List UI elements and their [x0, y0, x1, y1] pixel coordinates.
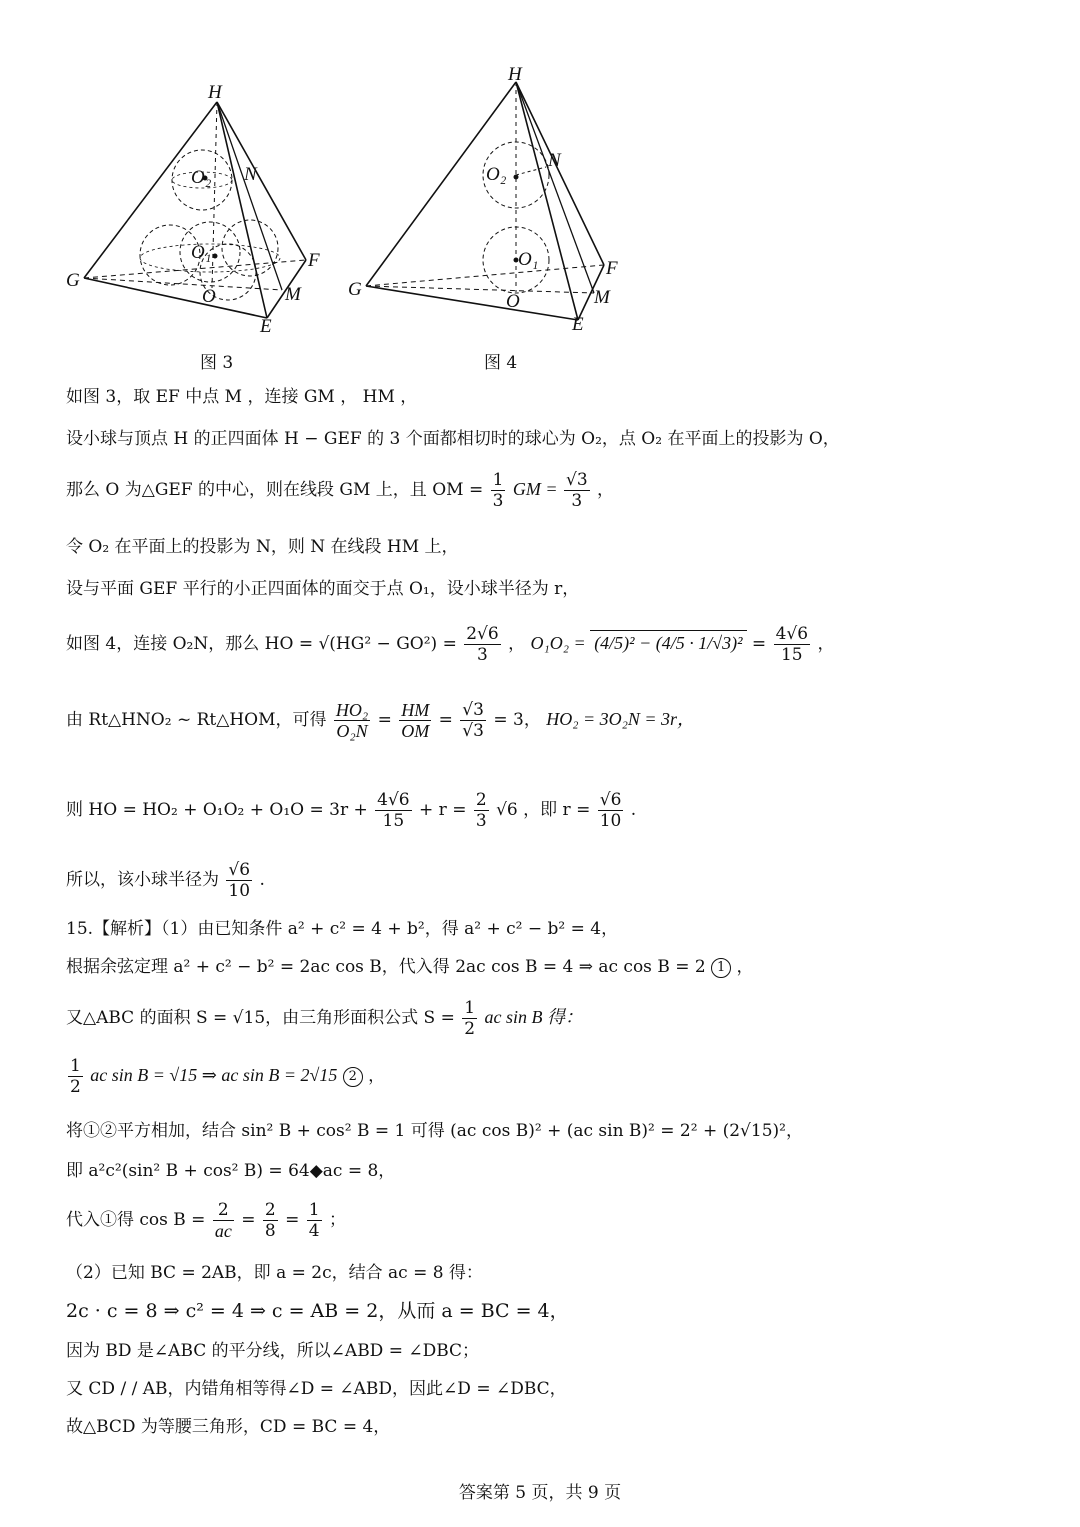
problem-15-line-9: 2c · c = 8 ⇒ c² = 4 ⇒ c = AB = 2，从而 a = BC = 4， — [66, 1300, 569, 1322]
fraction-1-3: $\frac{1}{3}$ — [492, 470, 504, 511]
fig4-label-F: F — [606, 258, 618, 279]
fraction-o1o2: $\frac{4√6}{15}$ — [775, 624, 809, 665]
figure-4-diagram — [340, 60, 640, 340]
fig4-label-G: G — [348, 279, 362, 300]
solution-line-1: 如图 3，取 EF 中点 M ，连接 GM ， HM ， — [66, 387, 418, 407]
fraction-hm-om: $\frac{HM}{OM}$ — [401, 700, 430, 741]
problem-15-line-12: 故△BCD 为等腰三角形，CD = BC = 4， — [66, 1417, 391, 1437]
fig4-label-O2: O₂ — [486, 164, 507, 185]
solution-line-8: 则 HO = HO₂ + O₁O₂ + O₁O = 3r + $\frac{4√6}{15}$ + r = $\frac{2}{3}$ √6 ，即 r = $\frac{√6}{10}$ . — [66, 790, 637, 831]
problem-15-line-4: $\frac{1}{2}$ ac sin B = √15 ⇒ ac sin B = 2√15 2 ， — [70, 1056, 386, 1097]
problem-15-line-11: 又 CD / / AB，内错角相等得∠D = ∠ABD，因此∠D = ∠DBC， — [66, 1379, 567, 1399]
fig3-label-F: F — [308, 250, 320, 271]
problem-15-line-7: 代入①得 cos B = $\frac{2}{ac}$ = $\frac{2}{8}$ = $\frac{1}{4}$ ； — [66, 1200, 347, 1241]
solution-line-9: 所以，该小球半径为 $\frac{√6}{10}$ . — [66, 860, 265, 901]
fig3-label-E: E — [260, 316, 272, 337]
solution-line-4: 令 O₂ 在平面上的投影为 N，则 N 在线段 HM 上， — [66, 537, 459, 557]
fraction-sqrt3-3: $\frac{√3}{3}$ — [565, 470, 588, 511]
circle-2-marker: 2 — [343, 1067, 363, 1087]
fig3-label-H: H — [208, 82, 222, 103]
solution-line-2: 设小球与顶点 H 的正四面体 H − GEF 的 3 个面都相切时的球心为 O₂，点 O₂ 在平面上的投影为 O， — [66, 429, 840, 449]
solution-line-6: 如图 4，连接 O₂N，那么 HO = √(HG² − GO²) = $\frac{2√6}{3}$ ， O₁O₂ = (4/5)² − (4/5 · 1/√3)² = $\frac{4√6}{15}$ ， — [66, 624, 835, 665]
fig4-label-E: E — [572, 314, 584, 335]
figure-3-diagram — [60, 80, 350, 340]
solution-line-5: 设与平面 GEF 平行的小正四面体的面交于点 O₁，设小球半径为 r， — [66, 579, 580, 599]
fraction-sqrt6-10: $\frac{√6}{10}$ — [599, 790, 622, 831]
fraction-4sqrt6-15: $\frac{4√6}{15}$ — [377, 790, 410, 831]
fig4-label-N: N — [548, 150, 561, 171]
problem-15-line-6: 即 a²c²(sin² B + cos² B) = 64◆ac = 8， — [66, 1161, 396, 1181]
solution-line-3: 那么 O 为△GEF 的中心，则在线段 GM 上，且 OM = $\frac{1}{3}$ GM = $\frac{√3}{3}$ ， — [66, 470, 615, 511]
fraction-ho: $\frac{2√6}{3}$ — [466, 624, 499, 665]
figure-3-caption: 图 3 — [200, 353, 234, 373]
fraction-half-a: $\frac{1}{2}$ — [464, 998, 476, 1039]
o1o2-radical: (4/5)² − (4/5 · 1/√3)² — [590, 630, 746, 655]
figure-4 — [340, 60, 640, 340]
fraction-half-b: $\frac{1}{2}$ — [70, 1056, 81, 1097]
circle-1-marker: 1 — [711, 958, 731, 978]
figure-4-caption: 图 4 — [484, 353, 518, 373]
fraction-radius: $\frac{√6}{10}$ — [228, 860, 251, 901]
problem-15-line-10: 因为 BD 是∠ABC 的平分线，所以∠ABD = ∠DBC； — [66, 1341, 480, 1361]
solution-line-7: 由 Rt△HNO₂ ~ Rt△HOM，可得 $\frac{\text{HO₂}}{\text{O₂N}}$ = $\frac{HM}{OM}$ = $\frac{√3}{√3}$ = 3， HO₂ = 3O₂N = 3r， — [66, 700, 696, 741]
fig4-label-H: H — [508, 64, 522, 85]
fig3-label-G: G — [66, 270, 80, 291]
problem-15-line-5: 将①②平方相加，结合 sin² B + cos² B = 1 可得 (ac cos B)² + (ac sin B)² = 2² + (2√15)²， — [66, 1121, 803, 1141]
fig3-label-O: O — [202, 286, 216, 307]
fraction-2-3: $\frac{2}{3}$ — [475, 790, 487, 831]
fig3-label-M: M — [285, 284, 301, 305]
fig4-label-M: M — [594, 287, 610, 308]
line3-text: 那么 O 为△GEF 的中心，则在线段 GM 上，且 OM = — [66, 480, 489, 500]
fraction-ho2-o2n: $\frac{\text{HO₂}}{\text{O₂N}}$ — [335, 700, 369, 741]
fraction-2-8: $\frac{2}{8}$ — [264, 1200, 276, 1241]
fig3-label-O1: O₁ — [191, 242, 212, 263]
problem-15-line-1: 15.【解析】（1）由已知条件 a² + c² = 4 + b²，得 a² + c² − b² = 4， — [66, 919, 619, 939]
fraction-2-ac: $\frac{2}{ac}$ — [214, 1200, 232, 1241]
page-footer: 答案第 5 页，共 9 页 — [458, 1483, 622, 1503]
fraction-1-4: $\frac{1}{4}$ — [308, 1200, 320, 1241]
fraction-sqrt3-over: $\frac{√3}{√3}$ — [462, 700, 484, 741]
fig3-label-O2: O₂ — [191, 167, 212, 188]
problem-15-line-8: （2）已知 BC = 2AB，即 a = 2c，结合 ac = 8 得： — [66, 1263, 483, 1283]
fig3-label-N: N — [244, 164, 257, 185]
problem-15-line-3: 又△ABC 的面积 S = √15，由三角形面积公式 S = $\frac{1}{2}$ ac sin B 得： — [66, 998, 583, 1039]
fig4-label-O: O — [506, 291, 520, 312]
figure-3 — [60, 80, 350, 340]
problem-15-line-2: 根据余弦定理 a² + c² − b² = 2ac cos B，代入得 2ac cos B = 4 ⇒ ac cos B = 2 1 ， — [66, 957, 754, 977]
fig4-label-O1: O₁ — [518, 249, 539, 270]
